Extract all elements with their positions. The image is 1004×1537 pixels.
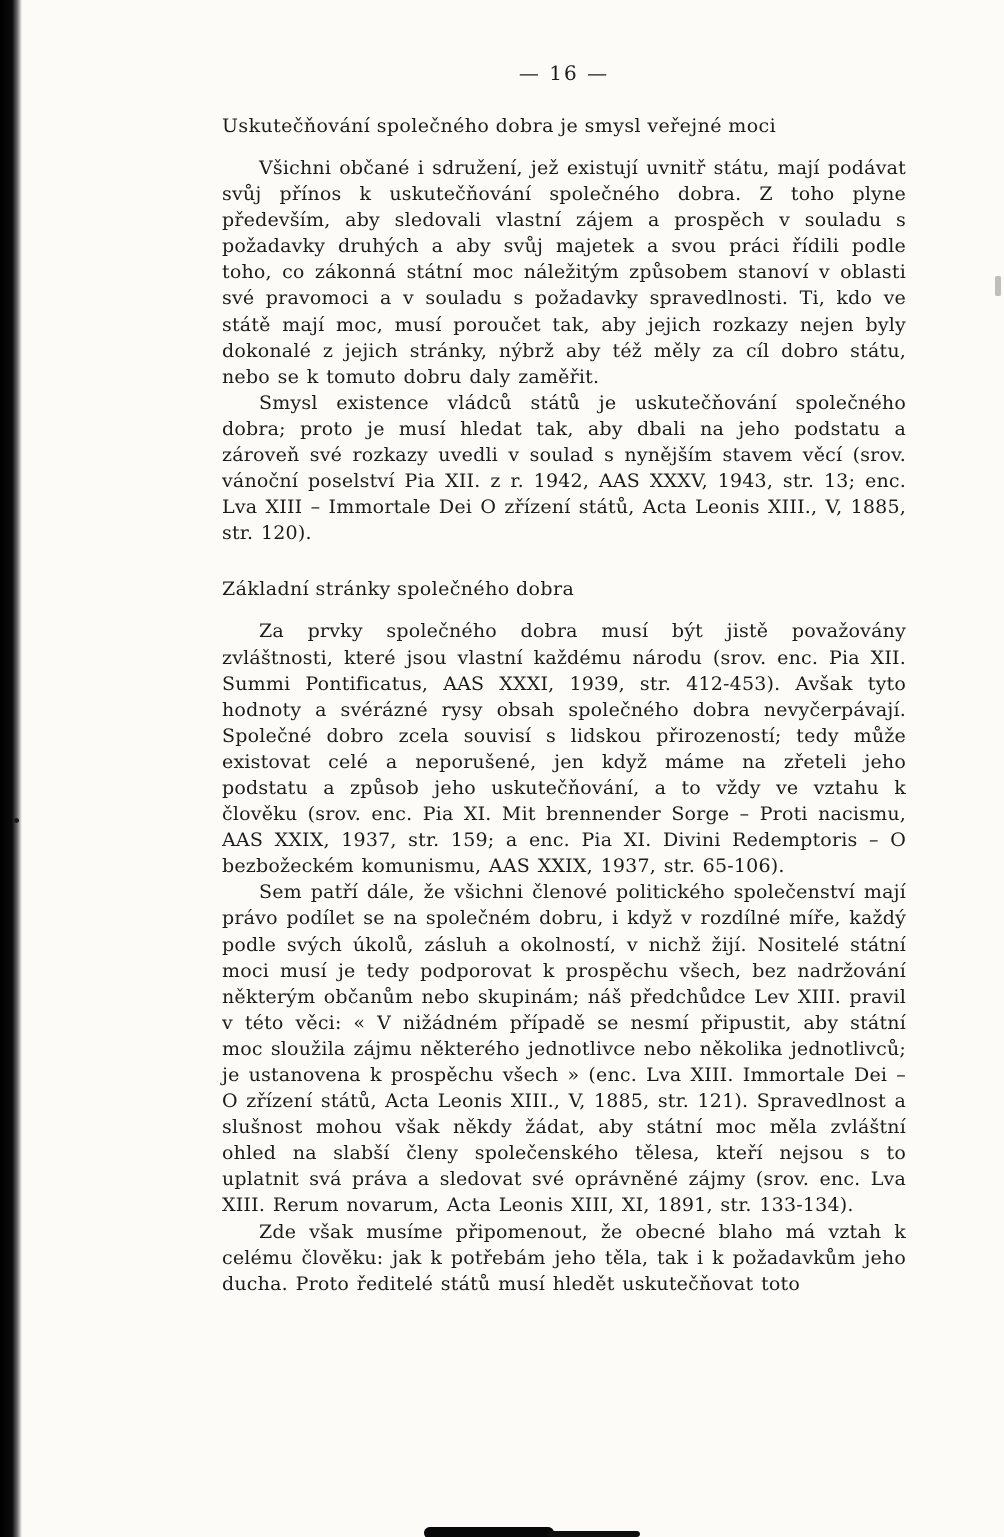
scan-artifact-bottom-smudge	[424, 1527, 554, 1537]
scan-artifact-bottom-smudge-2	[548, 1531, 640, 1537]
page-number: — 16 —	[518, 61, 610, 85]
paragraph-4: Sem patří dále, že všichni členové politického společenství mají právo podílet se na společném dobru, i když v rozdílné míře, každý podle svých úkolů, zásluh a okolností, v nichž žijí. Nositelé státní moci musí je tedy podporovat k prospěchu všech, bez nadržování některým občanům nebo skupinám; náš předchůdce Lev XIII. pravil v této věci: « V nižádném případě se nesmí připustit, aby státní moc sloužila zájmu některého jednotlivce nebo několika jednotlivců; je ustanovena k prospěchu všech » (enc. Lva XIII. Immortale Dei – O zřízení států, Acta Leonis XIII., V, 1885, str. 121). Spravedlnost a slušnost mohou však někdy žádat, aby státní moc měla zvláštní ohled na slabší členy společenského tělesa, kteří nejsou s to uplatnit svá práva a sledovat své oprávněné zájmy (srov. enc. Lva XIII. Rerum novarum, Acta Leonis XIII, XI, 1891, str. 133-134).	[222, 881, 906, 1217]
paragraph-1: Všichni občané i sdružení, jež existují uvnitř státu, mají podávat svůj přínos k uskutečňování společného dobra. Z toho plyne především, aby sledovali vlastní zájem a prospěch v souladu s požadavky druhých a aby svůj majetek a svou práci řídili podle toho, co zákonná státní moc náležitým způsobem stanoví v oblasti své pravomoci a v souladu s požadavky spravedlnosti. Ti, kdo ve státě mají moc, musí poroučet tak, aby jejich rozkazy nejen byly dokonalé z jejich stránky, nýbrž aby též měly za cíl dobro státu, nebo se k tomuto dobru daly zaměřit.	[222, 157, 906, 388]
paragraph-2: Smysl existence vládců států je uskutečňování společného dobra; proto je musí hledat tak, aby dbali na jeho podstatu a zároveň své rozkazy uvedli v soulad s nynějším stavem věcí (srov. vánoční poselství Pia XII. z r. 1942, AAS XXXV, 1943, str. 13; enc. Lva XIII – Immortale Dei O zřízení států, Acta Leonis XIII., V, 1885, str. 120).	[222, 391, 906, 545]
page-content	[222, 60, 906, 1297]
scan-edge-left	[0, 0, 22, 1537]
paragraph-5: Zde však musíme připomenout, že obecné blaho má vztah k celému člověku: jak k potřebám jeho těla, tak i k požadavkům jeho ducha. Proto ředitelé států musí hledět uskutečňovat toto	[222, 1220, 906, 1295]
paragraph-3: Za prvky společného dobra musí být jistě považovány zvláštnosti, které jsou vlastní každému národu (srov. enc. Pia XII. Summi Pontificatus, AAS XXXI, 1939, str. 412-453). Avšak tyto hodnoty a svérázné rysy obsah společného dobra nevyčerpávají. Společné dobro zcela souvisí s lidskou přirozeností; tedy může existovat celé a neporušené, jen když máme na zřeteli jeho podstatu a způsob jeho uskutečňování, a to vždy ve vztahu k člověku (srov. enc. Pia XI. Mit brennender Sorge – Proti nacismu, AAS XXIX, 1937, str. 159; a enc. Pia XI. Divini Redemptoris – O bezbožeckém komunismu, AAS XXIX, 1937, str. 65-106).	[222, 620, 906, 878]
scan-artifact-right-mark	[995, 276, 1001, 296]
scan-artifact-dot	[14, 818, 19, 823]
section-heading-main: Uskutečňování společného dobra je smysl veřejné moci	[222, 115, 777, 137]
section-heading-sub: Základní stránky společného dobra	[222, 578, 575, 601]
